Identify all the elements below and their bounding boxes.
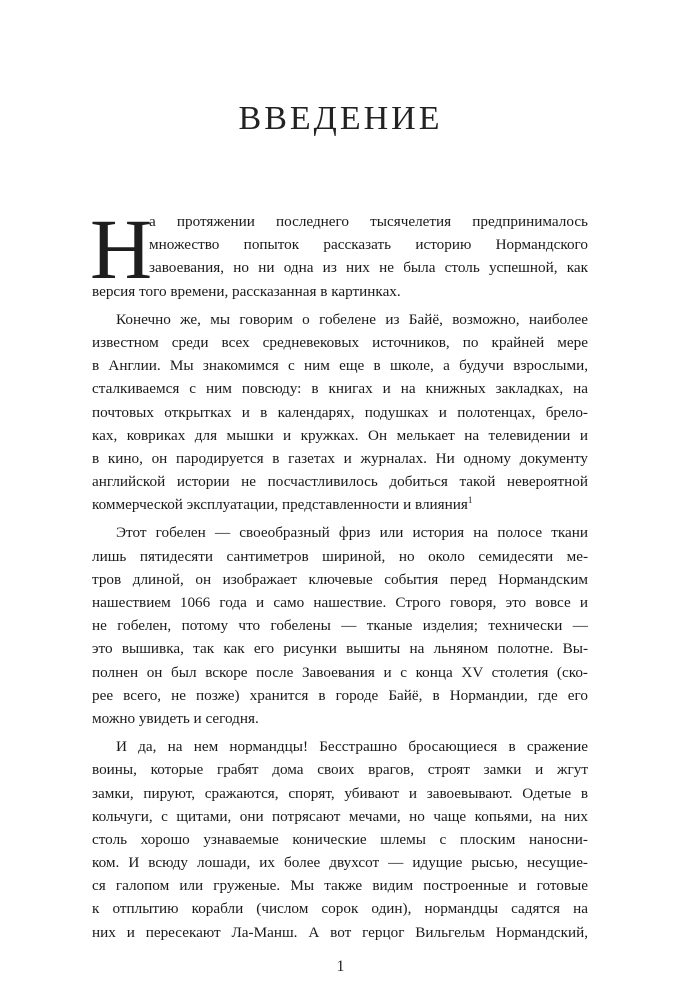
text-line: тров длиной, он изображает ключевые события перед Нормандским bbox=[92, 570, 588, 588]
page-number: 1 bbox=[336, 958, 345, 975]
paragraph-2 bbox=[92, 308, 588, 517]
text-line: полнен он был вскоре после Завоевания и с конца XV столетия (ско- bbox=[92, 663, 588, 681]
text-line: версия того времени, рассказанная в картинках. bbox=[92, 282, 401, 300]
text-line: завоевания, но ни одна из них не была столь успешной, как bbox=[149, 259, 588, 277]
footnote-marker[interactable]: 1 bbox=[467, 495, 473, 506]
chapter-heading: ВВЕДЕНИЕ bbox=[238, 100, 443, 137]
text-line: не гобелен, потому что гобелены — тканые изделия; технически — bbox=[92, 617, 588, 635]
text-line: столь хорошо узнаваемые конические шлемы с плоским наносни- bbox=[92, 830, 588, 848]
text-line: И да, на нем нормандцы! Бесстрашно бросающиеся в сражение bbox=[116, 738, 588, 756]
text-line: кольчуги, с щитами, они потрясают мечами, но чаще копьями, на них bbox=[92, 807, 588, 825]
text-line: коммерческой эксплуатации, представленности и влияния bbox=[92, 496, 468, 514]
text-line: это вышивка, так как его рисунки вышиты на льняном полотне. Вы- bbox=[92, 640, 588, 658]
text-line: сталкиваемся с ним повсюду: в книгах и на книжных закладках, на bbox=[92, 380, 588, 398]
paragraph-4 bbox=[92, 735, 588, 944]
text-line: к отплытию корабли (числом сорок один), нормандцы садятся на bbox=[92, 900, 588, 918]
drop-cap-letter: Н bbox=[90, 201, 153, 297]
text-line: ся галопом или груженые. Мы также видим построенные и готовые bbox=[92, 877, 588, 895]
text-line: замки, пируют, сражаются, спорят, убивают и завоевывают. Одетые в bbox=[92, 784, 588, 802]
paragraph-1 bbox=[90, 201, 588, 303]
text-line: почтовых открытках и в календарях, подушках и полотенцах, брело- bbox=[92, 403, 588, 421]
text-line: известном среди всех средневековых источников, по крайней мере bbox=[92, 333, 588, 351]
text-line: в Англии. Мы знакомимся с ним еще в школе, а будучи взрослыми, bbox=[92, 357, 588, 375]
body-text bbox=[90, 201, 588, 944]
text-line: лишь пятидесяти сантиметров шириной, но около семидесяти ме- bbox=[92, 547, 588, 565]
text-line: ках, ковриках для мышки и кружках. Он мелькает на телевидении и bbox=[92, 426, 588, 444]
paragraph-3 bbox=[92, 521, 588, 730]
text-line: Конечно же, мы говорим о гобелене из Байё, возможно, наиболее bbox=[116, 310, 588, 328]
text-line: них и пересекают Ла-Манш. А вот герцог Вильгельм Нормандский, bbox=[92, 923, 588, 941]
text-line: можно увидеть и сегодня. bbox=[92, 709, 259, 727]
text-line: а протяжении последнего тысячелетия предпринималось bbox=[149, 213, 588, 230]
text-line: нашествием 1066 года и само нашествие. Строго говоря, это вовсе и bbox=[92, 594, 588, 611]
text-line: воины, которые грабят дома своих врагов, строят замки и жгут bbox=[92, 761, 588, 779]
text-line: рее всего, не позже) хранится в городе Байё, в Нормандии, где его bbox=[92, 686, 588, 704]
text-line: в кино, он пародируется в газетах и журналах. Ни одному документу bbox=[92, 449, 588, 467]
text-line: множество попыток рассказать историю Нормандского bbox=[149, 236, 588, 254]
text-line-with-footnote bbox=[92, 493, 588, 516]
text-line: английской истории не посчастливилось добиться такой невероятной bbox=[92, 473, 588, 491]
text-line: Этот гобелен — своеобразный фриз или история на полосе ткани bbox=[116, 524, 588, 542]
text-line: ком. И всюду лошади, их более двухсот — идущие рысью, несущие- bbox=[92, 854, 588, 872]
